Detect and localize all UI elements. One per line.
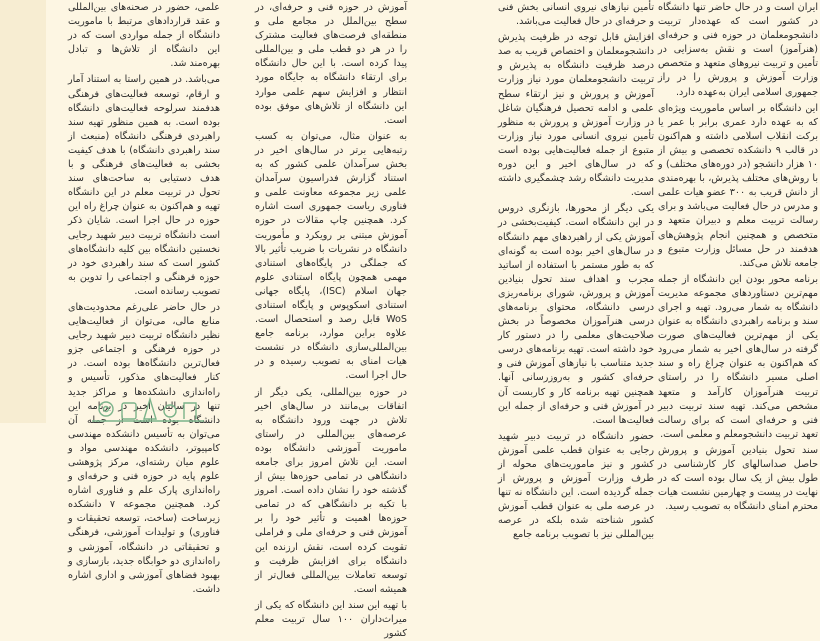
- text-column-3: [255, 0, 407, 640]
- text-column-4: [68, 0, 220, 595]
- paragraph: می‌باشد. در همین راستا به استناد آمار و ارقام، توسعه فعالیت‌های فرهنگی هدفمند سرلوحه فعالیت‌های دانشگاه بوده است. به همین منظور تهیه سند راهبردی فرهنگی دانشگاه (منبعث از سند راهبردی دانشگاه) با هدف کیفیت بخشی به فعالیت‌های فرهنگی و با هدف دستیابی به ساحت‌های سند تحول در تربیت معلم در این دانشگاه تهیه و هم‌اکنون به عنوان چراغ راه این حوزه در حال اجرا است. شایان ذکر است دانشگاه تربیت دبیر شهید رجایی نخستین دانشگاه بین کلیه دانشگاه‌های کشور است که سند راهبردی خود در حوزه فرهنگی و اجتماعی را تدوین به تصویب رسانده است.: [68, 74, 220, 297]
- left-margin-strip: [0, 0, 46, 423]
- paragraph: برنامه محور بودن این دانشگاه از جمله مهم‌ترین دستاوردهای مجموعه مدیریت دانشگاه به شمار می‌رود. تهیه و اجرای سند و برنامه راهبردی دانشگاه به عنوان یکی از مهم‌ترین فعالیت‌های صورت گرفته در سال‌های اخیر به شمار می‌رود که هم‌اکنون به عنوان چراغ راه و سند اصلی مسیر دانشگاه را در راستای تربیت هنرآموزان کارآمد و متعهد مشخص می‌کند. تهیه سند تربیت دبیر فنی و حرفه‌ای است که برای رسالت تعهد تربیت دانشجومعلم و معلمی است.: [658, 273, 818, 440]
- paragraph: ایران است و در حال حاضر تنها دانشگاه در کشور است که عهده‌دار تربیت دانشجومعلمان در حوزه فنی و حرفه‌ای (هنرآموز) است و نقش به‌سزایی در تأمین و تربیت نیروهای متعهد و متخصص وزارت آموزش و پرورش را در راز جمهوری اسلامی ایران به‌عهده دارد.: [658, 2, 818, 98]
- paragraph: به عنوان مثال، می‌توان به کسب رتبه‌هایی برتر در سال‌های اخیر در بخش سرآمدان علمی کشور که به استناد گزارش فدراسیون سرآمدان علمی زیر مجموعه معاونت علمی و فناوری ریاست جمهوری است اشاره کرد. همچنین چاپ مقالات در حوزه آموزش مبتنی بر رویکرد و مأموریت دانشگاه در نشریات با ضریب تأثیر بالا که جملگی در پایگاه‌های استنادی مهمی همچون پایگاه استنادی علوم جهان اسلام (ISC)، پایگاه جهانی استنادی اسکوپوس و پایگاه استنادی WoS قابل رصد و استحصال است. علاوه براین موارد، برنامه جامع بین‌المللی‌سازی دانشگاه در نشست هیات امنای به تصویب رسیده و در حال اجرا است.: [255, 130, 407, 382]
- paragraph: در حال حاضر علی‌رغم محدودیت‌های منابع مالی، می‌توان از فعالیت‌هایی نظیر دانشگاه تربیت دبیر شهید رجایی در حوزه فرهنگی و اجتماعی جزو فعال‌ترین دانشگاه‌ها بوده است. در کنار فعالیت‌های مذکور، تأسیس و راه‌اندازی دانشکده‌ها و مراکز جدید تنها در سالیان اخیر در برنامه این دانشگاه بوده است از جمله آن می‌توان به تأسیس دانشکده مهندسی کامپیوتر، دانشکده مهندسی مواد و علوم میان رشته‌ای، مرکز پژوهشی علوم پایه در حوزه فنی و حرفه‌ای و راه‌اندازی پارک علم و فناوری اشاره کرد. همچنین مجموعه ۷ دانشکده زیرساخت (ساخت، توسعه تحقیقات و فناوری) و تولیدات آموزشی، فرهنگی و تحقیقاتی در دانشگاه، آموزشی و راه‌اندازی دو خوابگاه جدید، بازسازی و بهبود فضاهای آموزشی و اداری اشاره داشت.: [68, 301, 220, 595]
- paragraph: با تهیه این سند این دانشگاه که یکی از میراث‌داران ۱۰۰ سال تربیت معلم کشور: [255, 599, 407, 640]
- paragraph: یکی دیگر از محورها، بازنگری دروس در این دانشگاه است. کیفیت‌بخشی در آموزش یکی از راهبردهای مهم دانشگاه در سال‌های اخیر بوده است به گونه‌ای که به طور مستمر با استفاده از اساتید مجرب و اهداف سند تحول بنیادین آموزش و پرورش، شورای برنامه‌ریزی درسی دانشگاه، محتوای برنامه‌های درسی هنرآموزان مخصوصاً در بخش صلاحیت‌های معلمی را در دستور کار خود داشته است. تهیه برنامه‌های درسی جدید متناسب با نیازهای آموزش فنی و حرفه‌ای کشور و به‌روزرسانی آنها. همچنین تهیه برنامه کار و کاربست آن در آموزش فنی و حرفه‌ای از جمله این فعالیت‌ها است.: [498, 203, 654, 426]
- paragraph: سند تحول بنیادین آموزش و پرورش حاصل صداسالهای کار کارشناسی در طول بیش از یک سال بوده است که در نهایت در پیست و چهارمین نشست هیات محترم امنای دانشگاه به تصویب رسید.: [658, 444, 818, 513]
- paragraph: حضور دانشگاه در تربیت دبیر شهید رجایی به عنوان قطب علمی آموزش کشور و نیز ماموریت‌های محوله از طرف وزارت آموزش و پرورش از جمله گردیده است. این دانشگاه نه تنها در عرصه ملی به عنوان قطب آموزش کشور شناخته شده بلکه در عرصه بین‌المللی نیز با تصویب برنامه جامع: [498, 430, 654, 541]
- paragraph: علمی، حضور در صحنه‌های بین‌المللی و عقد قرارداد‌های مرتبط با ماموریت دانشگاه از جمله مواردی است که در این دانشگاه از تلاش‌ها و تبادل بهره‌مند شد.: [68, 2, 220, 70]
- paragraph: افزایش قابل توجه در ظرفیت پذیرش دانشجومعلمان و اختصاص قریب به صد درصد ظرفیت دانشگاه به پذیرش و تربیت دانشجومعلمان مورد نیاز وزارت آموزش و پرورش و نیز ارتقاء سطح علمی و ادامه تحصیل فرهنگیان شاغل در وزارت آموزش و پرورش به منظور تأمین نیروی انسانی مورد نیاز وزارت متبوع از جمله فعالیت‌هایی بوده است که در سال‌های اخیر و این دوره مدیریت دانشگاه رشد چشمگیری داشته است.: [498, 32, 654, 199]
- decorative-illustration: [88, 385, 208, 423]
- text-column-1: [658, 0, 818, 513]
- paragraph: در حوزه بین‌المللی، یکی دیگر از اتفاقات بی‌مانند در سال‌های اخیر تلاش در جهت ورود دانشگاه به عرصه‌های بین‌المللی در راستای ماموریت آموزشی دانشگاه بوده است. این تلاش امروز برای جامعه دانشگاهی در تمامی حوزه‌ها بیش از گذشته خود را نشان داده است. امروز با تکیه بر دانشگاهی که در تمامی حوزه‌ها اهمیت و تأثیر خود را بر آموزش فنی و حرفه‌ای ملی و فراملی تقویت کرده است، نقش ارزنده این دانشگاه برای افزایش ظرفیت و توسعه تعاملات بین‌المللی فعال‌تر از همیشه است.: [255, 386, 407, 595]
- paragraph: تأمین نیازهای نیروی انسانی بخش فنی و حرفه‌ای در حال فعالیت می‌باشد.: [498, 2, 654, 28]
- text-column-2: [498, 0, 654, 541]
- paragraph: آموزش در حوزه فنی و حرفه‌ای، در سطح بین‌الملل در مجامع ملی و منطقه‌ای فرصت‌های فعالیت مشترک را در هر دو قطب ملی و بین‌المللی پیدا کرده است. با این حال دانشگاه برای ارتقاء دانشگاه به جایگاه مورد انتظار و افزایش سهم علمی موارد این دانشگاه از تلاش‌های موفق بوده است.: [255, 2, 407, 126]
- paragraph: این دانشگاه بر اساس ماموریت ویژه‌ای که به عهده دارد عمری برابر با عمر یا برکت انقلاب اسلامی داشته و هم‌اکنون در قالب ۹ دانشکده تخصصی و بیش از ۱۰ هزار دانشجو (در دوره‌های مختلف) و با روش‌های مختلف پذیرش، با بهره‌مندی از دانش قریب به ۳۰۰ عضو هیات علمی و مدرس در حال فعالیت می‌باشد و برای رسالت تربیت معلم و دبیران متعهد و متخصص و همچنین انجام پژوهش‌های هدفمند در حل مسائل وزارت متبوع و جامعه تلاش می‌کند.: [658, 102, 818, 269]
